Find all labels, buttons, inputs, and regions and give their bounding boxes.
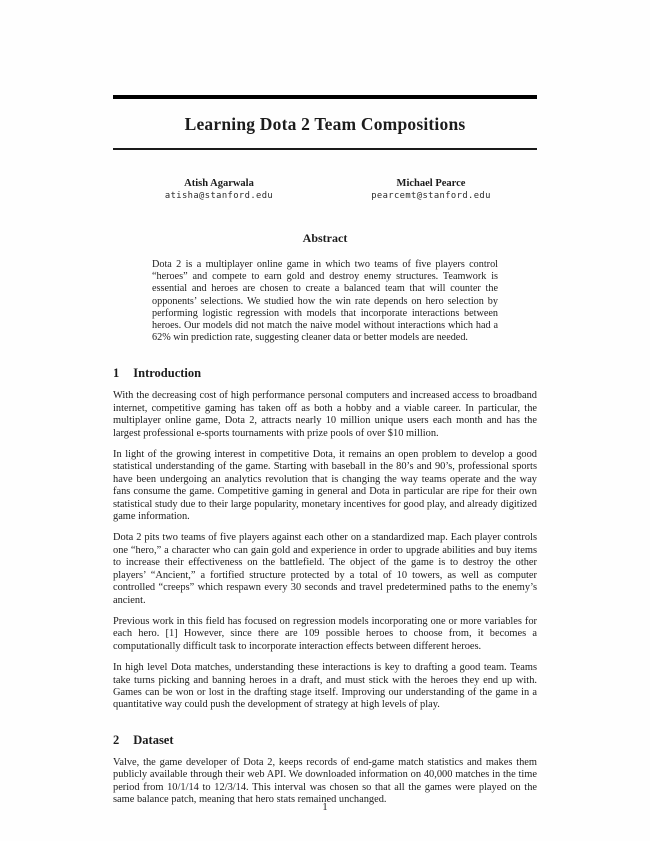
section-number: 1 <box>113 366 120 381</box>
section-title: Dataset <box>133 732 174 747</box>
section-title: Introduction <box>133 366 202 381</box>
paragraph: With the decreasing cost of high performance personal computers and increased access to broadband internet, competitive gaming has taken off as both a hobby and a viable career. In particular, the multiplayer online game, Dota 2, attracts nearly 10 million unique users each month and has the largest professional e-sports tournaments with prize pools of over $10 million. <box>113 390 537 439</box>
page-number: 1 <box>322 802 328 813</box>
paper-title: Learning Dota 2 Team Compositions <box>184 114 466 134</box>
author-email: pearcemt@stanford.edu <box>371 191 491 201</box>
author-first <box>113 178 325 201</box>
paper-content <box>113 95 537 806</box>
section-heading-introduction <box>113 366 537 381</box>
paragraph: Dota 2 pits two teams of five players against each other on a standardized map. Each player controls one “hero,” a character who can gain gold and experience in order to upgrade abilities and buy items to increase their effectiveness on the battlefield. The object of the game is to destroy the other players’ “Ancient,” a fortified structure protected by a total of 10 towers, as well as computer controlled “creeps” which respawn every 30 seconds and travel predetermined paths to the enemy’s ancient. <box>113 532 537 606</box>
section-number: 2 <box>113 732 120 747</box>
abstract-heading: Abstract <box>302 231 348 245</box>
top-rule <box>113 95 537 99</box>
section-heading-dataset <box>113 733 537 748</box>
paragraph: Valve, the game developer of Dota 2, keeps records of end-game match statistics and makes them publicly available through their web API. We downloaded information on 40,000 matches in the time period from 10/1/14 to 12/3/14. This interval was chosen so that all the games were played on the same balance patch, meaning that hero stats remained unchanged. <box>113 756 537 805</box>
author-email: atisha@stanford.edu <box>164 191 274 201</box>
abstract-text: Dota 2 is a multiplayer online game in which two teams of five players control “heroes” and compete to earn gold and destroy enemy structures. Teamwork is essential and heroes are chosen to create a balanced team that will counter the opponents’ selections. We studied how the win rate depends on hero selection by performing logistic regression with models that incorporate interactions between heroes. Our models did not match the naive model without interactions which had a 62% win prediction rate, suggesting cleaner data or better models are needed. <box>152 259 498 344</box>
author-second <box>325 178 537 201</box>
author-block <box>113 178 537 201</box>
paragraph: In high level Dota matches, understanding these interactions is key to drafting a good team. Teams take turns picking and banning heroes in a draft, and must stick with the heroes they end up with. Games can be won or lost in the drafting stage itself. Improving our understanding of the game in a quantitative way could push the development of strategy at high levels of play. <box>113 662 537 711</box>
author-name: Atish Agarwala <box>184 178 254 189</box>
paragraph: In light of the growing interest in competitive Dota, it remains an open problem to develop a good statistical understanding of the game. Starting with baseball in the 80’s and 90’s, professional sports have been undergoing an analytics revolution that is changing the way teams operate and the way fans consume the game. Competitive gaming in general and Dota in particular are ripe for their own statistical study due to their large popularity, monetary incentives for good play, and already digitized game information. <box>113 449 537 523</box>
title-rule <box>113 148 537 150</box>
paragraph: Previous work in this field has focused on regression models incorporating one or more variables for each hero. [1] However, since there are 109 possible heroes to choose from, it becomes a computationally difficult task to incorporate interaction effects between different heroes. <box>113 615 537 652</box>
author-name: Michael Pearce <box>396 178 466 189</box>
